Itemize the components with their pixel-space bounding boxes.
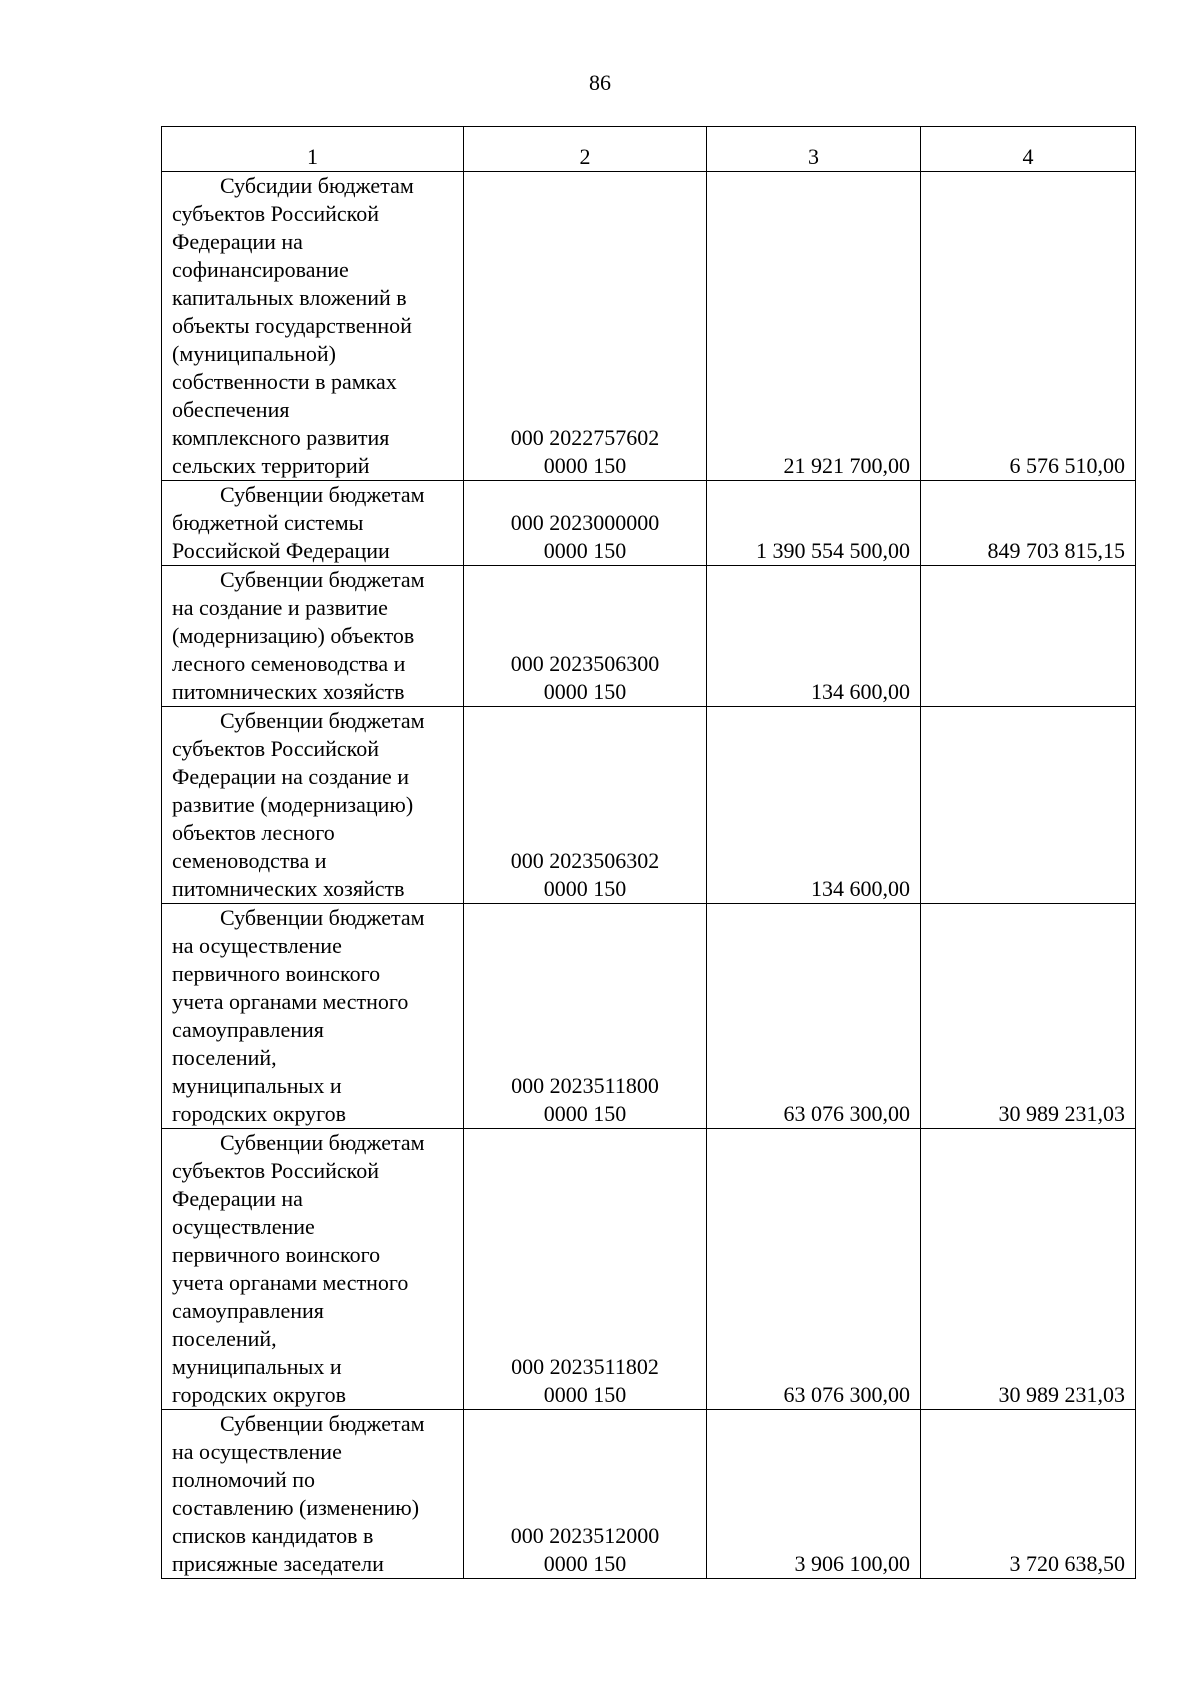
row-col3-value: 63 076 300,00: [707, 904, 921, 1129]
row-col4-value: 30 989 231,03: [921, 1129, 1136, 1410]
budget-table: [161, 126, 1136, 1579]
row-name: Субвенции бюджетам на осуществление первичного воинского учета органами местного самоуправления поселений, муниципальных и городских округов: [162, 904, 464, 1129]
row-name: Субвенции бюджетам субъектов Российской Федерации на создание и развитие (модернизацию) объектов лесного семеноводства и питомнических хозяйств: [162, 707, 464, 904]
row-col3-value: 134 600,00: [707, 566, 921, 707]
row-col4-value: [921, 566, 1136, 707]
row-col3-value: 63 076 300,00: [707, 1129, 921, 1410]
row-col4-value: 3 720 638,50: [921, 1410, 1136, 1579]
table-row: [162, 172, 1136, 481]
table-body: [162, 172, 1136, 1579]
row-col3-value: 1 390 554 500,00: [707, 481, 921, 566]
row-code: 000 2023511802 0000 150: [464, 1129, 707, 1410]
row-code: 000 2023000000 0000 150: [464, 481, 707, 566]
row-name: Субвенции бюджетам на осуществление полномочий по составлению (изменению) списков кандидатов в присяжные заседатели: [162, 1410, 464, 1579]
table-row: [162, 566, 1136, 707]
row-name: Субсидии бюджетам субъектов Российской Федерации на софинансирование капитальных вложений в объекты государственной (муниципальной) собственности в рамках обеспечения комплексного развития сельских территорий: [162, 172, 464, 481]
column-header-2: 2: [464, 127, 707, 172]
row-code: 000 2023511800 0000 150: [464, 904, 707, 1129]
table-row: [162, 904, 1136, 1129]
row-col4-value: 30 989 231,03: [921, 904, 1136, 1129]
row-col3-value: 21 921 700,00: [707, 172, 921, 481]
column-header-3: 3: [707, 127, 921, 172]
row-col4-value: 849 703 815,15: [921, 481, 1136, 566]
row-col4-value: 6 576 510,00: [921, 172, 1136, 481]
row-code: 000 2023506300 0000 150: [464, 566, 707, 707]
column-header-1: 1: [162, 127, 464, 172]
table-row: [162, 481, 1136, 566]
page-number: 86: [589, 70, 611, 95]
row-name: Субвенции бюджетам субъектов Российской Федерации на осуществление первичного воинского учета органами местного самоуправления поселений, муниципальных и городских округов: [162, 1129, 464, 1410]
row-col3-value: 134 600,00: [707, 707, 921, 904]
column-header-4: 4: [921, 127, 1136, 172]
row-code: 000 2023506302 0000 150: [464, 707, 707, 904]
table-row: [162, 707, 1136, 904]
row-name: Субвенции бюджетам на создание и развитие (модернизацию) объектов лесного семеноводства и питомнических хозяйств: [162, 566, 464, 707]
row-code: 000 2022757602 0000 150: [464, 172, 707, 481]
row-name: Субвенции бюджетам бюджетной системы Российской Федерации: [162, 481, 464, 566]
table-row: [162, 1410, 1136, 1579]
row-col3-value: 3 906 100,00: [707, 1410, 921, 1579]
row-code: 000 2023512000 0000 150: [464, 1410, 707, 1579]
table-header: [162, 127, 1136, 172]
row-col4-value: [921, 707, 1136, 904]
header-row: [162, 127, 1136, 172]
table-row: [162, 1129, 1136, 1410]
